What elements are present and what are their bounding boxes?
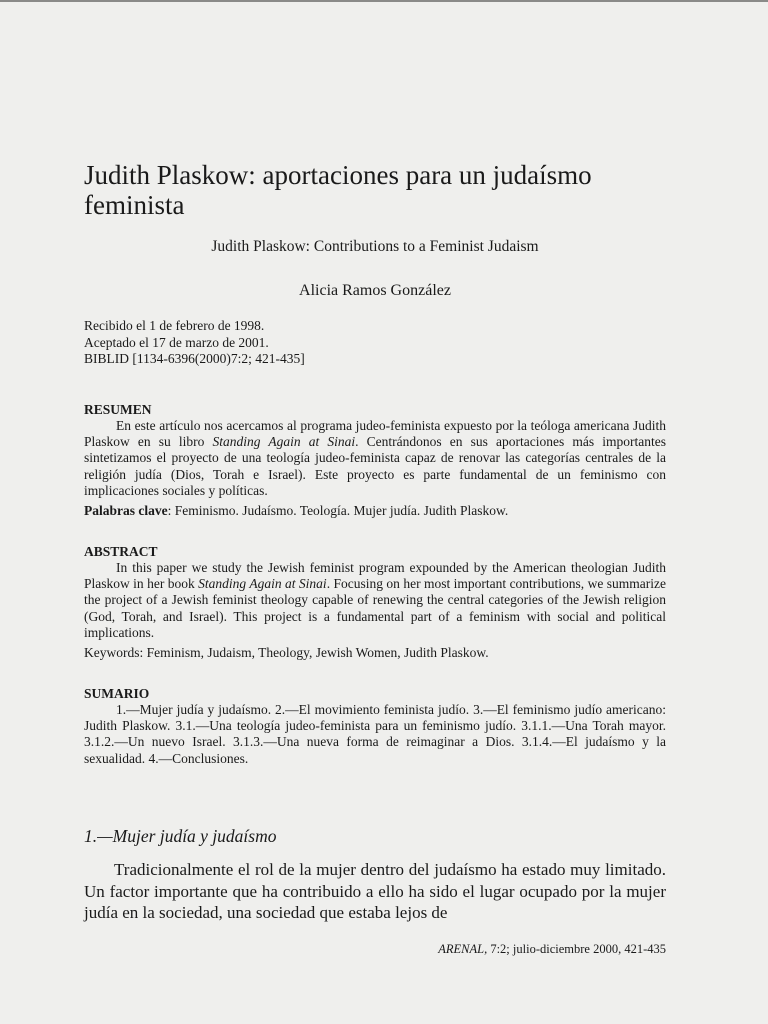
sumario-section — [84, 686, 666, 767]
book-title: Standing Again at Sinai — [198, 576, 327, 592]
resumen-text: En este artículo nos acercamos al programa judeo-feminista expuesto por la teóloga americana Judith Plaskow en su libro Standing Again at Sinai. Centrándonos en sus aportaciones más importantes sintetizamos el proyecto de una teología judeo-feminista capaz de renovar las categorías centrales de la religión judía (Dios, Torah e Israel). Este proyecto es parte fundamental de un feminismo con implicaciones sociales y políticas. — [84, 418, 666, 498]
resumen-section — [84, 402, 666, 519]
top-edge-line — [0, 0, 768, 2]
accepted-date: Aceptado el 17 de marzo de 2001. — [84, 334, 269, 350]
abstract-text: In this paper we study the Jewish feminist program expounded by the American theologian Judith Plaskow in her book Standing Again at Sinai. Focusing on her most important contributions, we summarize the project of a Jewish feminist theology capable of renewing the central categories of the Jewish religion (God, Torah, and Israel). This project is a fundamental part of a feminism with social and political implications. — [84, 560, 666, 640]
article-subtitle: Judith Plaskow: Contributions to a Feminist Judaism — [211, 238, 539, 255]
article-title: Judith Plaskow: aportaciones para un judaísmo feminista — [84, 160, 592, 220]
section-1-heading: 1.—Mujer judía y judaísmo — [84, 826, 277, 846]
section-1-body: Tradicionalmente el rol de la mujer dentro del judaísmo ha estado muy limitado. Un factor importante que ha contribuido a ello ha sido el lugar ocupado por la mujer judía en la sociedad, una sociedad que estaba lejos de — [84, 860, 666, 922]
sumario-heading: SUMARIO — [84, 686, 150, 701]
abstract-heading: ABSTRACT — [84, 544, 158, 559]
sumario-text: 1.—Mujer judía y judaísmo. 2.—El movimiento feminista judío. 3.—El feminismo judío americano: Judith Plaskow. 3.1.—Una teología judeo-feminista para un feminismo judío. 3.1.1.—Una Torah mayor. 3.1.2.—Un nuevo Israel. 3.1.3.—Una nueva forma de reimaginar a Dios. 3.1.4.—El judaísmo y la sexualidad. 4.—Conclusiones. — [84, 702, 666, 766]
page-footer: ARENAL, 7:2; julio-diciembre 2000, 421-435 — [438, 942, 666, 956]
resumen-heading: RESUMEN — [84, 402, 152, 417]
biblid: BIBLID [1134-6396(2000)7:2; 421-435] — [84, 351, 305, 366]
resumen-keywords: Palabras clave: Feminismo. Judaísmo. Teología. Mujer judía. Judith Plaskow. — [84, 503, 509, 519]
received-date: Recibido el 1 de febrero de 1998. — [84, 318, 265, 333]
abstract-keywords: Keywords: Feminism, Judaism, Theology, Jewish Women, Judith Plaskow. — [84, 645, 489, 661]
article-metadata — [84, 318, 305, 368]
book-title: Standing Again at Sinai — [212, 434, 356, 450]
abstract-section — [84, 544, 666, 661]
article-author: Alicia Ramos González — [299, 282, 451, 299]
